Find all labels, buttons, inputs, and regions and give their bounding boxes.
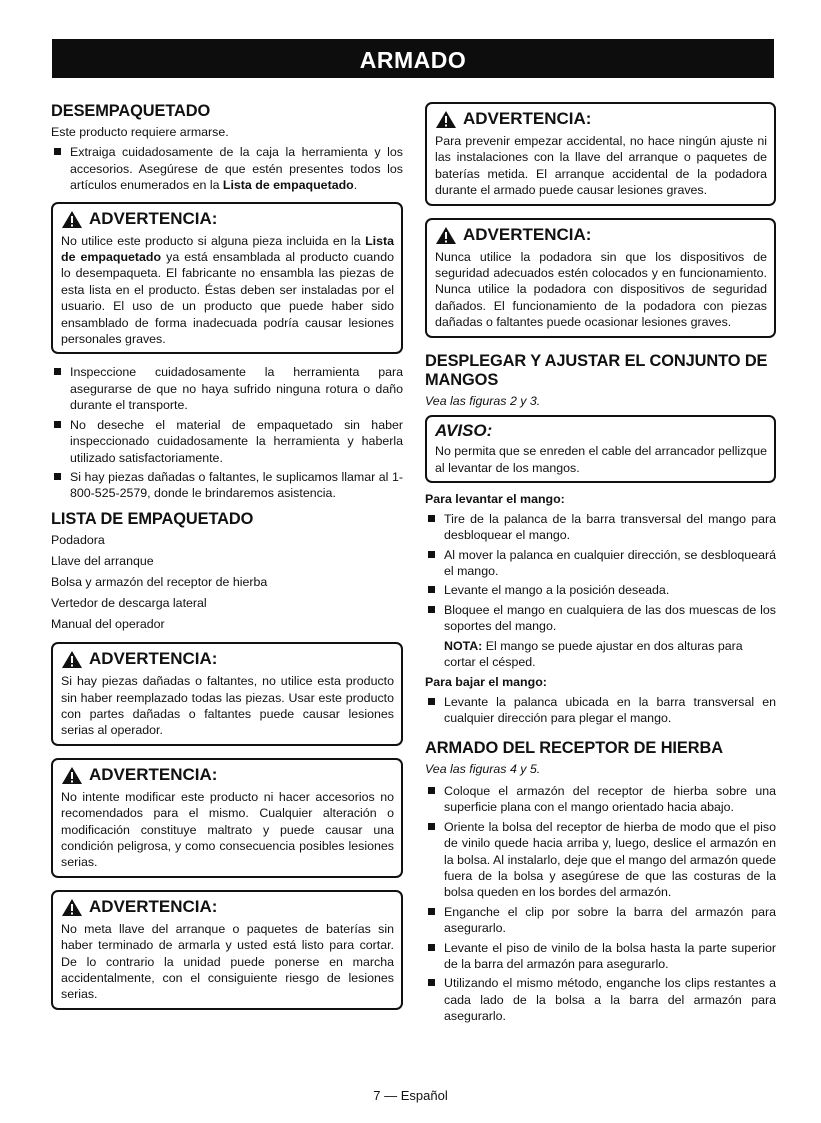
bullet-text: Inspeccione cuidadosamente la herramienta para asegurarse de que no haya sufrido ninguna rotura o daño durante el transporte. (70, 365, 403, 413)
warning-header (61, 898, 394, 917)
list-item (425, 783, 776, 816)
warning-header (435, 110, 767, 129)
square-bullet-icon (54, 473, 61, 480)
warning-box (51, 758, 403, 878)
warning-text-post: ya está ensamblada al producto cuando lo desempaqueta. El fabricante no ensambla las piezas de esta lista en el producto. Éstas deben ser instaladas por el usuario. El uso de un producto que puede haber sido ensamblado de forma inadecuada podría causar lesiones personales graves. (61, 250, 394, 347)
list-item (425, 602, 776, 635)
warning-triangle-icon (435, 110, 457, 129)
warning-text: Nunca utilice la podadora sin que los dispositivos de seguridad adecuados estén colocados y en funcionamiento. Nunca utilice la podadora con dispositivos de seguridad dañados. El funcionamiento de la podadora con piezas dañadas o faltantes puede ocasionar lesiones graves. (435, 249, 767, 330)
bullet-text: Extraiga cuidadosamente de la caja la herramienta y los accesorios. Asegúrese de que estén presentes todos los artículos enumerados en la (70, 145, 403, 193)
bullet-text: Utilizando el mismo método, enganche los clips restantes a cada lado de la bolsa a la barra del armazón para asegurarlo. (444, 976, 776, 1024)
warning-label: ADVERTENCIA: (463, 224, 592, 244)
catcher-steps (425, 783, 776, 1025)
bullet-text: Tire de la palanca de la barra transversal del mango para desbloquear el mango. (444, 511, 776, 543)
packing-list-item: Vertedor de descarga lateral (51, 595, 207, 610)
square-bullet-icon (54, 368, 61, 375)
square-bullet-icon (428, 606, 435, 613)
warning-label: ADVERTENCIA: (89, 765, 218, 785)
square-bullet-icon (428, 551, 435, 558)
notice-text: No permita que se enreden el cable del arrancador pellizque al levantar de los mangos. (435, 444, 768, 475)
packing-list (51, 532, 403, 632)
warning-label: ADVERTENCIA: (463, 109, 592, 129)
square-bullet-icon (428, 787, 435, 794)
square-bullet-icon (54, 421, 61, 428)
warning-box (51, 890, 403, 1010)
unpacking-list (51, 144, 403, 193)
list-item (425, 975, 776, 1024)
warning-box (425, 102, 776, 206)
bullet-end: . (353, 178, 358, 193)
notice-header (435, 423, 767, 439)
square-bullet-icon (428, 515, 435, 522)
lower-handle-heading: Para bajar el mango: (425, 675, 547, 690)
warning-box (425, 218, 776, 338)
square-bullet-icon (428, 944, 435, 951)
packing-list-heading: LISTA DE EMPAQUETADO (51, 509, 254, 528)
warning-text: No meta llave del arranque o paquetes de baterías sin haber terminado de armarla y usted está listo para cortar. De lo contrario la unidad puede ponerse en marcha accidentalmente, con el consiguiente riesgo de lesiones serias. (61, 921, 394, 1002)
note-label: NOTA: (444, 638, 483, 653)
bullet-text: Levante la palanca ubicada en la barra transversal en cualquier dirección para plegar el mango. (444, 694, 776, 726)
square-bullet-icon (428, 823, 435, 830)
page-banner: ARMADO (52, 39, 774, 78)
packing-list-item: Manual del operador (51, 616, 165, 631)
square-bullet-icon (54, 148, 61, 155)
warning-header (61, 650, 394, 669)
handle-note (425, 638, 776, 671)
catcher-figures: Vea las figuras 4 y 5. (425, 761, 541, 776)
warning-text-bold: Lista de empaquetado (61, 233, 394, 265)
packing-list-item: Podadora (51, 532, 105, 547)
notice-label: AVISO: (435, 421, 493, 441)
raise-steps (425, 511, 776, 635)
right-column (425, 102, 776, 1028)
warning-label: ADVERTENCIA: (89, 897, 218, 917)
warning-header (61, 766, 394, 785)
warning-triangle-icon (61, 210, 83, 229)
list-item (425, 904, 776, 937)
page-footer: 7 — Español (373, 1088, 448, 1103)
warning-triangle-icon (61, 766, 83, 785)
raise-handle-heading: Para levantar el mango: (425, 492, 565, 507)
square-bullet-icon (428, 979, 435, 986)
square-bullet-icon (428, 586, 435, 593)
list-item (425, 940, 776, 973)
unpacking-intro: Este producto requiere armarse. (51, 125, 229, 139)
bullet-bold-text: Lista de empaquetado (222, 178, 354, 193)
bullet-text: Coloque el armazón del receptor de hierba sobre una superficie plana con el mango orientado hacia abajo. (444, 783, 776, 815)
bullet-text: Levante el mango a la posición deseada. (444, 583, 670, 598)
warning-box (51, 202, 403, 355)
bullet-text: Bloquee el mango en cualquiera de las dos muescas de los soportes del mango. (444, 602, 776, 634)
list-item (425, 547, 776, 580)
catcher-heading: ARMADO DEL RECEPTOR DE HIERBA (425, 738, 723, 757)
square-bullet-icon (428, 908, 435, 915)
warning-triangle-icon (435, 226, 457, 245)
warning-text: Si hay piezas dañadas o faltantes, no utilice esta producto sin haber reemplazado todas las piezas. Usar este producto con partes dañadas o faltantes puede causar lesiones serias al operador. (61, 674, 394, 738)
warning-triangle-icon (61, 898, 83, 917)
warning-text: No intente modificar este producto ni hacer accesorios no recomendados para el mismo. Cualquier alteración o modificación constituye maltrato y puede causar una condición peligrosa, y como consecuencia posibles lesiones serias. (61, 789, 394, 870)
bullet-text: Enganche el clip por sobre la barra del armazón para asegurarlo. (444, 904, 776, 936)
unpacking-heading: DESEMPAQUETADO (51, 102, 211, 120)
warning-box (51, 642, 403, 746)
inspection-list (51, 364, 403, 501)
warning-label: ADVERTENCIA: (89, 649, 218, 669)
warning-label: ADVERTENCIA: (89, 208, 218, 228)
list-item (51, 469, 403, 502)
bullet-text: Levante el piso de vinilo de la bolsa hasta la parte superior de la barra del armazón para asegurarlo. (444, 940, 776, 972)
warning-header (61, 210, 394, 229)
notice-box (425, 415, 776, 483)
list-item (425, 819, 776, 901)
handle-heading: DESPLEGAR Y AJUSTAR EL CONJUNTO DE MANGOS (425, 351, 768, 389)
packing-list-item: Llave del arranque (51, 553, 154, 568)
lower-steps (425, 694, 776, 727)
list-item (51, 364, 403, 413)
list-item (51, 417, 403, 466)
warning-triangle-icon (61, 650, 83, 669)
handle-figures: Vea las figuras 2 y 3. (425, 393, 541, 408)
list-item (425, 582, 776, 598)
bullet-text: Oriente la bolsa del receptor de hierba de modo que el piso de vinilo quede hacia arriba y, luego, deslice el armazón en la bolsa. Al instalarlo, deje que el mango del armazón quede fuera de la bolsa y asegúrese de que las costuras de la bolsa queden en los bordes del armazón. (444, 819, 776, 900)
bullet-text: Si hay piezas dañadas o faltantes, le suplicamos llamar al 1-800-525-2579, donde le brindaremos asistencia. (70, 469, 403, 501)
left-column (51, 102, 403, 1010)
warning-header (435, 226, 767, 245)
packing-list-item: Bolsa y armazón del receptor de hierba (51, 574, 268, 589)
bullet-text: No deseche el material de empaquetado sin haber inspeccionado cuidadosamente la herramienta y haberla utilizado satisfactoriamente. (70, 417, 403, 465)
list-item (51, 144, 403, 193)
note-text: El mango se puede ajustar en dos alturas para cortar el césped. (444, 638, 743, 669)
bullet-text: Al mover la palanca en cualquier dirección, se desbloqueará el mango. (444, 547, 776, 578)
square-bullet-icon (428, 698, 435, 705)
list-item (425, 511, 776, 544)
list-item (425, 694, 776, 727)
warning-text-pre: No utilice este producto si alguna pieza incluida en la (61, 233, 366, 248)
warning-text: Para prevenir empezar accidental, no hace ningún ajuste ni las instalaciones con la llave del arranque o paquetes de baterías metida. El arranque accidental de la podadora durante el armado puede causar lesiones graves. (435, 134, 767, 198)
warning-text (61, 233, 394, 348)
